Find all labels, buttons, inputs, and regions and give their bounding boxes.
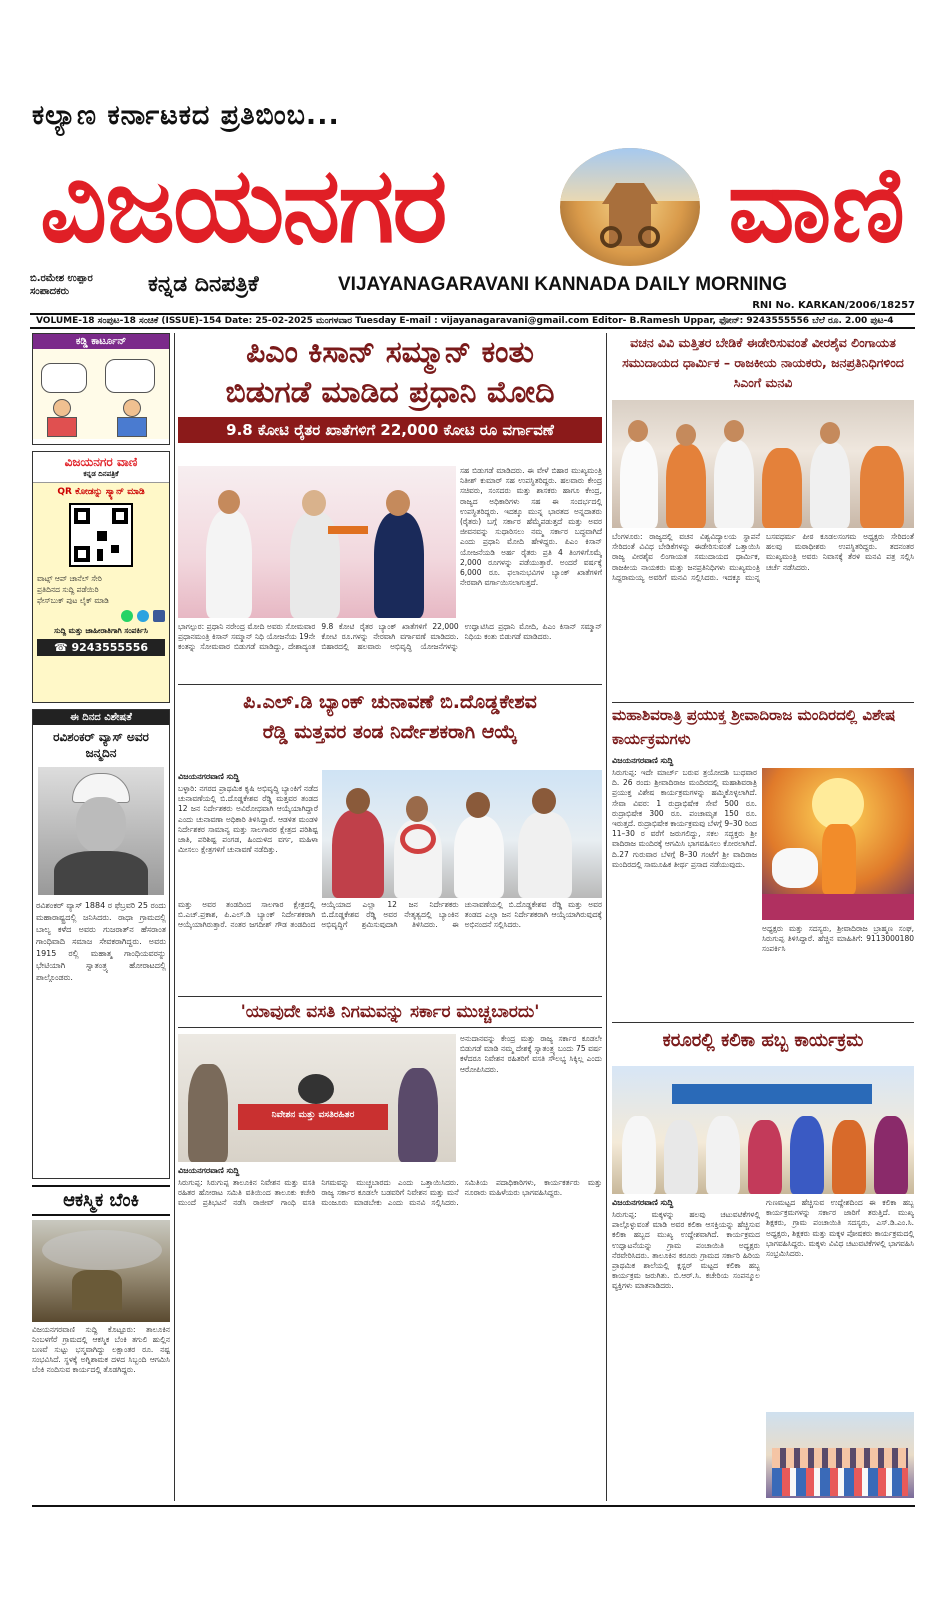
editor-credit: [30, 272, 93, 298]
column-divider-right: [606, 333, 607, 1501]
nigama-photo: [178, 1034, 456, 1162]
special-day-text: ರವಿಶಂಕರ್ ವ್ಯಾಸ್ 1884 ರ ಫೆಬ್ರವರಿ 25 ರಂದು ಮಹಾರಾಷ್ಟ್ರದಲ್ಲಿ ಜನಿಸಿದರು. ರಾಧಾ ಗ್ರಾಮದಲ್ಲಿ ಬಾಲ್ಯ ಕಳೆದ ಅವರು ಗುಜರಾತ್‌ನ ಹೆಸರಾಂತ ಗಾಂಧಿವಾದಿ ಸಮಾಜ ಸೇವಕರಾಗಿದ್ದರು. ಅವರು 1915 ರಲ್ಲಿ ಮಹಾತ್ಮ ಗಾಂಧಿಯವರನ್ನು ಭೇಟಿಯಾಗಿ ಸ್ವಾತಂತ್ರ್ಯ ಹೋರಾಟದಲ್ಲಿ ಪಾಲ್ಗೊಂಡರು.: [36, 901, 166, 982]
kalika-text-right: ಗುಣಮಟ್ಟದ ಹೆಚ್ಚಿಸುವ ಉದ್ದೇಶದಿಂದ ಈ ಕಲಿಕಾ ಹಬ್ಬ ಕಾರ್ಯಕ್ರಮಗಳನ್ನು ಸರ್ಕಾರ ಜಾರಿಗೆ ತರುತ್ತಿದೆ. ಮುಖ್ಯ ಶಿಕ್ಷಕರು, ಗ್ರಾಮ ಪಂಚಾಯಿತಿ ಸದಸ್ಯರು, ಎಸ್.ಡಿ.ಎಂ.ಸಿ. ಅಧ್ಯಕ್ಷರು, ಶಿಕ್ಷಕರು ಮತ್ತು ಮಕ್ಕಳ ಪೋಷಕರು ಕಾರ್ಯಕ್ರಮದಲ್ಲಿ ಭಾಗವಹಿಸಿದ್ದರು. ಮಕ್ಕಳು ವಿವಿಧ ಚಟುವಟಿಕೆಗಳಲ್ಲಿ ಭಾಗವಹಿಸಿ ಸಂಭ್ರಮಿಸಿದರು.: [766, 1198, 914, 1259]
fire-title: ಆಕಸ್ಮಿಕ ಬೆಂಕಿ: [32, 1185, 170, 1216]
lead-story: [178, 333, 602, 443]
pld-headline: [178, 684, 602, 747]
fire-text: ವಿಜಯನಗರವಾಣಿ ಸುದ್ದಿ ಕೊಟ್ಟೂರು: ತಾಲೂಕಿನ ನಿಂಬಳಗೆರೆ ಗ್ರಾಮದಲ್ಲಿ ಆಕಸ್ಮಿಕ ಬೆಂಕಿ ತಗುಲಿ ಹುಲ್ಲಿನ ಬಣವೆ ಸುಟ್ಟು ಭಸ್ಮವಾಗಿದ್ದು ಲಕ್ಷಾಂತರ ರೂ. ನಷ್ಟ ಸಂಭವಿಸಿದೆ. ಸ್ಥಳಕ್ಕೆ ಅಗ್ನಿಶಾಮಕ ದಳದ ಸಿಬ್ಬಂದಿ ಆಗಮಿಸಿ ಬೆಂಕಿ ನಂದಿಸುವ ಕಾರ್ಯದಲ್ಲಿ ತೊಡಗಿದ್ದರು.: [32, 1325, 170, 1374]
lead-photo: [178, 466, 456, 618]
masthead-title-left: ವಿಜಯನಗರ: [40, 144, 446, 266]
vachana-text: ಬೆಂಗಳೂರು: ರಾಜ್ಯದಲ್ಲಿ ವಚನ ವಿಶ್ವವಿದ್ಯಾಲಯ ಸ್ಥಾಪನೆ ಸೇರಿದಂತೆ ವಿವಿಧ ಬೇಡಿಕೆಗಳನ್ನು ಈಡೇರಿಸುವಂತೆ ಒತ್ತಾಯಿಸಿ ರಾಜ್ಯ ವೀರಶೈವ ಲಿಂಗಾಯತ ಸಮುದಾಯದ ಧಾರ್ಮಿಕ, ರಾಜಕೀಯ ನಾಯಕರು ಮತ್ತು ಜನಪ್ರತಿನಿಧಿಗಳು ಮುಖ್ಯಮಂತ್ರಿ ಸಿದ್ದರಾಮಯ್ಯ ಅವರಿಗೆ ಮನವಿ ಸಲ್ಲಿಸಿದರು. ಇದಕ್ಕೂ ಮುನ್ನ ಬಸವಧರ್ಮ ಪೀಠ ಕೂಡಲಸಂಗಮ ಅಧ್ಯಕ್ಷರು ಸೇರಿದಂತೆ ಹಲವು ಮಠಾಧೀಶರು ಉಪಸ್ಥಿತರಿದ್ದರು. ತದನಂತರ ಮುಖ್ಯಮಂತ್ರಿ ಅವರು ನಿವಾಸಕ್ಕೆ ತೆರಳಿ ಮನವಿ ಪತ್ರ ಸಲ್ಲಿಸಿ ಚರ್ಚೆ ನಡೆಸಿದರು.: [612, 532, 914, 582]
fire-photo: [32, 1220, 170, 1322]
lead-subhead: 9.8 ಕೋಟಿ ರೈತರ ಖಾತೆಗಳಿಗೆ 22,000 ಕೋಟಿ ರೂ ವರ್ಗಾವಣೆ: [178, 417, 602, 443]
issue-info-bar: VOLUME-18 ಸಂಪುಟ-18 ಸಂಚಿಕೆ (ISSUE)-154 Date: 25-02-2025 ಮಂಗಳವಾರ Tuesday E-mail : vijayanagaravani@gmail.com Editor- B.Ramesh Uppar, ಫೋನ್: 9243555556 ಬೆಲೆ ರೂ. 2.00 ಪುಟ-4: [30, 313, 915, 329]
daily-english-label: VIJAYANAGARAVANI KANNADA DAILY MORNING: [338, 274, 788, 295]
kalika-photo: [612, 1066, 914, 1194]
qr-promo-box: [32, 451, 170, 703]
masthead: [40, 140, 905, 270]
lead-headline-1: ಪಿಎಂ ಕಿಸಾನ್ ಸಮ್ಮಾನ್ ಕಂತು: [246, 335, 534, 370]
page-footer-rule: [32, 1505, 915, 1507]
column-divider-left: [174, 333, 175, 1501]
special-day-label: ಈ ದಿನದ ವಿಶೇಷತೆ: [33, 710, 169, 725]
pld-text-left: ಬಳ್ಳಾರಿ: ನಗರದ ಪ್ರಾಥಮಿಕ ಕೃಷಿ ಅಭಿವೃದ್ಧಿ ಬ್ಯಾಂಕಿಗೆ ನಡೆದ ಚುನಾವಣೆಯಲ್ಲಿ ಬಿ.ದೊಡ್ಡಕೇಶವ ರೆಡ್ಡಿ ಮತ್ತವರ ತಂಡದ 12 ಜನ ನಿರ್ದೇಶಕರು ಅವಿರೋಧವಾಗಿ ಆಯ್ಕೆಯಾಗಿದ್ದಾರೆ ಎಂದು ಚುನಾವಣಾ ಅಧಿಕಾರಿ ತಿಳಿಸಿದ್ದಾರೆ. ಆಡಳಿತ ಮಂಡಳಿ ನಿರ್ದೇಶಕರ ಸಾಮಾನ್ಯ ಮತ್ತು ಸಾಲಗಾರರ ಕ್ಷೇತ್ರದ ಪರಿಶಿಷ್ಟ ಜಾತಿ, ಪರಿಶಿಷ್ಟ ಪಂಗಡ, ಹಿಂದುಳಿದ ವರ್ಗ, ಮಹಿಳಾ ಮೀಸಲು ಕ್ಷೇತ್ರಗಳಿಗೆ ಚುನಾವಣೆ ನಡೆದಿತ್ತು.: [178, 784, 318, 855]
special-day-title: ರವಿಶಂಕರ್ ವ್ಯಾಸ್ ಅವರ ಜನ್ಮದಿನ: [53, 730, 149, 760]
masthead-subline: [30, 272, 915, 312]
vachana-headline: ವಚನ ವಿವಿ ಮತ್ತಿತರ ಬೇಡಿಕೆ ಈಡೇರಿಸುವಂತೆ ವೀರಶೈವ ಲಿಂಗಾಯತ ಸಮುದಾಯದ ಧಾರ್ಮಿಕ – ರಾಜಕೀಯ ನಾಯಕರು, ಜನಪ್ರತಿನಿಧಿಗಳಿಂದ ಸಿಎಂಗೆ ಮನವಿ: [622, 335, 904, 390]
telegram-icon: [137, 610, 149, 622]
nigama-dateline: ವಿಜಯನಗರವಾಣಿ ಸುದ್ದಿ: [178, 1166, 240, 1175]
pld-dateline: ವಿಜಯನಗರವಾಣಿ ಸುದ್ದಿ: [178, 772, 240, 781]
qr-phone-number: 9243555556: [71, 641, 149, 654]
rni-number: RNI No. KARKAN/2006/18257: [752, 300, 915, 311]
cartoon-label: ಕಡ್ಡಿ ಕಾರ್ಟೂನ್: [33, 334, 169, 349]
shivaratri-text: ಸಿರುಗುಪ್ಪ: ಇದೇ ಮಾರ್ಚ್ ಬರುವ ತ್ರಯೋದಶಿ ಬುಧವಾರ ದಿ. 26 ರಂದು ಶ್ರೀವಾದಿರಾಜ ಮಂದಿರದಲ್ಲಿ ಮಹಾಶಿವರಾತ್ರಿ ಪ್ರಯುಕ್ತ ವಿಶೇಷ ಕಾರ್ಯಕ್ರಮಗಳನ್ನು ಹಮ್ಮಿಕೊಳ್ಳಲಾಗಿದೆ. ಸೇವಾ ವಿವರ: 1 ರುದ್ರಾಭಿಷೇಕ ಸೇವೆ 500 ರೂ. ರುದ್ರಾಭಿಷೇಕ 300 ರೂ. ಪಂಚಾಮೃತ 150 ರೂ. ಇರುತ್ತದೆ. ರುದ್ರಾಭಿಷೇಕ ಕಾರ್ಯಕ್ರಮವು ಬೆಳಗ್ಗೆ 9–30 ರಿಂದ 11–30 ರ ವರೆಗೆ ಜರುಗಲಿದ್ದು, ಸಕಲ ಸದ್ಭಕ್ತರು ಶ್ರೀ ವಾದಿರಾಜ ಮಂದಿರಕ್ಕೆ ಆಗಮಿಸಿ ಭಾಗವಹಿಸಲು ಕೋರಲಾಗಿದೆ. ದಿ.27 ಗುರುವಾರ ಬೆಳಗ್ಗೆ 8–30 ಗಂಟೆಗೆ ಶ್ರೀ ವಾದಿರಾಜ ಮಂದಿರದಲ್ಲಿ ಸಾಮೂಹಿಕ ತೀರ್ಥ ಪ್ರಸಾದ ನಡೆಯುವುದು.: [612, 768, 757, 869]
nigama-photo-sign: ನಿವೇಶನ ಮತ್ತು ವಸತಿರಹಿತರ: [271, 1110, 355, 1120]
qr-brand-bar: [33, 452, 169, 483]
qr-line-1: ವಾಟ್ಸ್ ಆಪ್ ಚಾನೆಲ್ ಸೇರಿ: [37, 574, 102, 583]
left-column: [32, 333, 170, 1378]
whatsapp-icon: [121, 610, 133, 622]
shivaratri-dateline: ವಿಜಯನಗರವಾಣಿ ಸುದ್ದಿ: [612, 756, 674, 765]
special-day-box: [32, 709, 170, 1179]
kalika-dateline: ವಿಜಯನಗರವಾಣಿ ಸುದ್ದಿ: [612, 1198, 674, 1207]
qr-line-3: ಫೇಸ್‌ಬುಕ್ ಪುಟ ಲೈಕ್ ಮಾಡಿ: [37, 596, 109, 605]
cartoon-box: [32, 333, 170, 445]
masthead-tagline: ಕಲ್ಯಾಣ ಕರ್ನಾಟಕದ ಪ್ರತಿಬಿಂಬ...: [32, 100, 340, 131]
nigama-headline: 'ಯಾವುದೇ ವಸತಿ ನಿಗಮವನ್ನು ಸರ್ಕಾರ ಮುಚ್ಚಬಾರದು': [178, 996, 602, 1028]
phone-icon: ☎: [53, 641, 72, 654]
pld-headline-1: ಪಿ.ಎಲ್.ಡಿ ಬ್ಯಾಂಕ್ ಚುನಾವಣೆ ಬಿ.ದೊಡ್ಡಕೇಶವ: [243, 691, 537, 713]
hampi-chariot-logo-image: [560, 148, 700, 266]
qr-phone: [37, 639, 165, 656]
nigama-text-right: ಅನುದಾನವನ್ನು ಕೇಂದ್ರ ಮತ್ತು ರಾಜ್ಯ ಸರ್ಕಾರ ಕೂಡಲೇ ಬಿಡುಗಡೆ ಮಾಡಿ ನಮ್ಮ ದೇಶಕ್ಕೆ ಸ್ವಾತಂತ್ರ್ಯ ಬಂದು 75 ವರ್ಷ ಕಳೆದರೂ ನಿವೇಶನ ರಹಿತರಿಗೆ ವಸತಿ ಸೌಲಭ್ಯ ಸಿಕ್ಕಿಲ್ಲ ಎಂದು ಆರೋಪಿಸಿದರು.: [460, 1034, 602, 1074]
lead-text-right: ಸಹ ಬಿಡುಗಡೆ ಮಾಡಿದರು. ಈ ವೇಳೆ ಬಿಹಾರ ಮುಖ್ಯಮಂತ್ರಿ ನಿತೀಶ್ ಕುಮಾರ್ ಸಹ ಉಪಸ್ಥಿತರಿದ್ದರು. ಹಲವಾರು ಕೇಂದ್ರ ಸಚಿವರು, ಸಂಸದರು ಮತ್ತು ಶಾಸಕರು ಹಾಗೂ ಕೇಂದ್ರ, ರಾಜ್ಯದ ಅಧಿಕಾರಿಗಳು ಸಹ ಈ ಸಂದರ್ಭದಲ್ಲಿ ಉಪಸ್ಥಿತರಿದ್ದರು. ಇದಕ್ಕೂ ಮುನ್ನ ಭಾರತದ ಅನ್ನದಾತರು (ರೈತರು) ಬಗ್ಗೆ ಸರ್ಕಾರ ಹೆಮ್ಮೆಪಡುತ್ತದೆ ಮತ್ತು ಅವರ ಜೀವನವನ್ನು ಸುಧಾರಿಸಲು ನಮ್ಮ ಸರ್ಕಾರ ಬದ್ಧವಾಗಿದೆ ಎಂದು ಪ್ರಧಾನಿ ಮೋದಿ ಹೇಳಿದ್ದರು. ಪಿಎಂ ಕಿಸಾನ್ ಯೋಜನೆಯಡಿ ಅರ್ಹ ರೈತರು ಪ್ರತಿ 4 ತಿಂಗಳಿಗೊಮ್ಮೆ 2,000 ರೂಗಳನ್ನು ಪಡೆಯುತ್ತಾರೆ. ಅಂದರೆ ವರ್ಷಕ್ಕೆ 6,000 ರೂ. ಫಲಾನುಭವಿಗಳ ಬ್ಯಾಂಕ್ ಖಾತೆಗಳಿಗೆ ನೇರವಾಗಿ ವರ್ಗಾಯಿಸಲಾಗುತ್ತದೆ.: [460, 466, 602, 588]
qr-title: QR ಕೋಡನ್ನು ಸ್ಕ್ಯಾನ್ ಮಾಡಿ: [57, 487, 145, 497]
cartoon-image: [33, 349, 169, 439]
nigama-text-bottom: ಸಿರುಗುಪ್ಪ: ಸಿರುಗುಪ್ಪ ತಾಲೂಕಿನ ನಿವೇಶನ ಮತ್ತು ವಸತಿ ರಹಿತರ ಹೋರಾಟ ಸಮಿತಿ ವತಿಯಿಂದ ತಾಲೂಕು ಕಚೇರಿ ಮುಂದೆ ಪ್ರತಿಭಟನೆ ನಡೆಸಿ ರಾಜೀವ್ ಗಾಂಧಿ ವಸತಿ ನಿಗಮವನ್ನು ಮುಚ್ಚಬಾರದು ಎಂದು ಒತ್ತಾಯಿಸಿದರು. ರಾಜ್ಯ ಸರ್ಕಾರ ಕೂಡಲೇ ಬಡವರಿಗೆ ನಿವೇಶನ ಮತ್ತು ಮನೆ ಮಂಜೂರು ಮಾಡಬೇಕು ಎಂದು ಮನವಿ ಸಲ್ಲಿಸಿದರು. ಸಮಿತಿಯ ಪದಾಧಿಕಾರಿಗಳು, ಕಾರ್ಯಕರ್ತರು ಮತ್ತು ನೂರಾರು ಮಹಿಳೆಯರು ಭಾಗವಹಿಸಿದ್ದರು.: [178, 1178, 602, 1208]
vachana-photo: [612, 400, 914, 528]
pld-headline-2: ರೆಡ್ಡಿ ಮತ್ತವರ ತಂಡ ನಿರ್ದೇಶಕರಾಗಿ ಆಯ್ಕೆ: [262, 721, 518, 743]
facebook-icon: [153, 610, 165, 622]
shivaratri-headline: ಮಹಾಶಿವರಾತ್ರಿ ಪ್ರಯುಕ್ತ ಶ್ರೀವಾದಿರಾಜ ಮಂದಿರದಲ್ಲಿ ವಿಶೇಷ ಕಾರ್ಯಕ್ರಮಗಳು: [612, 702, 914, 751]
kalika-headline: ಕರೂರಲ್ಲಿ ಕಲಿಕಾ ಹಬ್ಬ ಕಾರ್ಯಕ್ರಮ: [612, 1022, 914, 1059]
pld-text-bottom: ಮತ್ತು ಅವರ ತಂಡದಿಂದ ಸಾಲಗಾರ ಕ್ಷೇತ್ರದಲ್ಲಿ ಬಿ.ಎಚ್.ಪ್ರಕಾಶ, ಪಿ.ಎಲ್.ಡಿ ಬ್ಯಾಂಕ್ ನಿರ್ದೇಶಕರಾಗಿ ಆಯ್ಕೆಯಾಗಿರುತ್ತಾರೆ. ನಂತರ ಜಗದೀಶ್ ಗೌಡ ತಂಡದಿಂದ ಆಯ್ಕೆಯಾದ ಎಲ್ಲಾ 12 ಜನ ನಿರ್ದೇಶಕರು ಬಿ.ದೊಡ್ಡಕೇಶವ ರೆಡ್ಡಿ ಅವರ ನೇತೃತ್ವದಲ್ಲಿ ಬ್ಯಾಂಕಿನ ಅಭಿವೃದ್ಧಿಗೆ ಶ್ರಮಿಸುವುದಾಗಿ ತಿಳಿಸಿದರು. ಈ ಚುನಾವಣೆಯಲ್ಲಿ ಬಿ.ದೊಡ್ಡಕೇಶವ ರೆಡ್ಡಿ ಮತ್ತು ಅವರ ತಂಡದ ಎಲ್ಲಾ ಜನ ನಿರ್ದೇಶಕರಾಗಿ ಆಯ್ಕೆಯಾಗಿರುವುದಕ್ಕೆ ಅಭಿನಂದನೆ ಸಲ್ಲಿಸಿದರು.: [178, 900, 602, 930]
qr-code-image: [69, 503, 133, 567]
qr-brand-sub: ಕನ್ನಡ ದಿನಪತ್ರಿಕೆ: [83, 470, 119, 478]
shivaratri-caption: ಅಧ್ಯಕ್ಷರು ಮತ್ತು ಸದಸ್ಯರು, ಶ್ರೀವಾದಿರಾಜ ಬ್ರಾಹ್ಮಣ ಸಂಘ, ಸಿರುಗುಪ್ಪ ತಿಳಿಸಿದ್ದಾರೆ. ಹೆಚ್ಚಿನ ಮಾಹಿತಿಗೆ: 9113000180 ಸಂಪರ್ಕಿಸಿ: [762, 924, 914, 954]
portrait-photo: [38, 767, 164, 895]
kalika-group-photo: [766, 1412, 914, 1498]
pld-photo: [322, 770, 602, 898]
lead-text-bottom: ಭಾಗಲ್ಪುರ: ಪ್ರಧಾನಿ ನರೇಂದ್ರ ಮೋದಿ ಅವರು ಸೋಮವಾರ ಪ್ರಧಾನಮಂತ್ರಿ ಕಿಸಾನ್ ಸಮ್ಮಾನ್ ನಿಧಿ ಯೋಜನೆಯ 19ನೇ ಕಂತನ್ನು ಸೋಮವಾರ ಬಿಡುಗಡೆ ಮಾಡಿದ್ದು, ದೇಶಾದ್ಯಂತ 9.8 ಕೋಟಿ ರೈತರ ಬ್ಯಾಂಕ್ ಖಾತೆಗಳಿಗೆ 22,000 ಕೋಟಿ ರೂ.ಗಳನ್ನು ನೇರವಾಗಿ ವರ್ಗಾವಣೆ ಮಾಡಿದರು. ಬಿಹಾರದಲ್ಲಿ ಹಲವಾರು ಅಭಿವೃದ್ಧಿ ಯೋಜನೆಗಳನ್ನು ಉದ್ಘಾಟಿಸಿದ ಪ್ರಧಾನಿ ಮೋದಿ, ಪಿಎಂ ಕಿಸಾನ್ ಸಮ್ಮಾನ್ ನಿಧಿಯ ಕಂತು ಬಿಡುಗಡೆ ಮಾಡಿದರು.: [178, 622, 602, 652]
masthead-title-right: ವಾಣಿ: [727, 144, 905, 266]
editor-name: ಬಿ.ರಮೇಶ ಉಪ್ಪಾರ: [30, 273, 93, 284]
shivaratri-photo: [762, 768, 914, 920]
editor-role: ಸಂಪಾದಕರು: [30, 286, 70, 297]
fire-news: [32, 1185, 170, 1378]
daily-kannada-label: ಕನ್ನಡ ದಿನಪತ್ರಿಕೆ: [148, 272, 259, 297]
qr-line-2: ಪ್ರತಿದಿನದ ಸುದ್ದಿ ಪಡೆಯಿರಿ: [37, 585, 99, 594]
qr-brand: ವಿಜಯನಗರ ವಾಣಿ: [64, 455, 138, 469]
kalika-text-left: ಸಿರುಗುಪ್ಪ: ಮಕ್ಕಳನ್ನು ಹಲವು ಚಟುವಟಿಕೆಗಳಲ್ಲಿ ಪಾಲ್ಗೊಳ್ಳುವಂತೆ ಮಾಡಿ ಅವರ ಕಲಿಕಾ ಆಸಕ್ತಿಯನ್ನು ಹೆಚ್ಚಿಸುವ ಕಲಿಕಾ ಹಬ್ಬದ ಮುಖ್ಯ ಉದ್ದೇಶವಾಗಿದೆ. ಕಾರ್ಯಕ್ರಮದ ಉದ್ಘಾಟನೆಯನ್ನು ಗ್ರಾಮ ಪಂಚಾಯಿತಿ ಅಧ್ಯಕ್ಷರು ನೆರವೇರಿಸಿದರು. ತಾಲೂಕಿನ ಕರೂರು ಗ್ರಾಮದ ಸರ್ಕಾರಿ ಹಿರಿಯ ಪ್ರಾಥಮಿಕ ಶಾಲೆಯಲ್ಲಿ ಕ್ಲಸ್ಟರ್ ಮಟ್ಟದ ಕಲಿಕಾ ಹಬ್ಬ ಕಾರ್ಯಕ್ರಮ ಜರುಗಿತು. ಬಿ.ಆರ್.ಸಿ. ಕಚೇರಿಯ ಸಂಪನ್ಮೂಲ ವ್ಯಕ್ತಿಗಳು ಮಾತನಾಡಿದರು.: [612, 1210, 760, 1291]
qr-line-4: ಸುದ್ದಿ ಮತ್ತು ಜಾಹೀರಾತಿಗಾಗಿ ಸಂಪರ್ಕಿಸಿ: [54, 626, 148, 635]
lead-headline-2: ಬಿಡುಗಡೆ ಮಾಡಿದ ಪ್ರಧಾನಿ ಮೋದಿ: [225, 375, 555, 410]
social-icons: [37, 610, 165, 622]
